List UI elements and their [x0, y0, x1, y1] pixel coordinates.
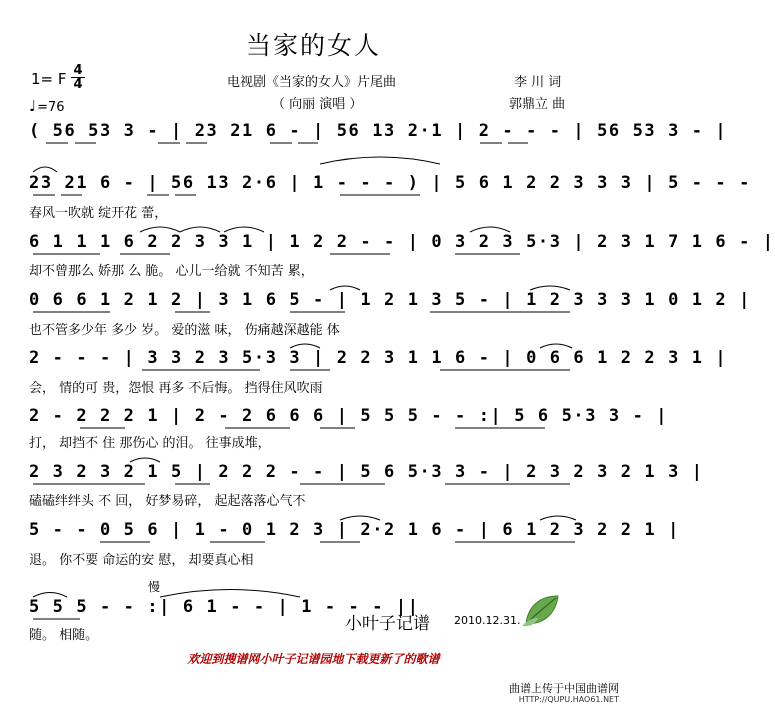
- lyric-line-3: 却不曾那么 娇那 么 脆。 心儿一给就 不知苦 累，: [29, 264, 314, 279]
- subtitle: 电视剧《当家的女人》片尾曲: [227, 75, 397, 90]
- score-line-1: ( 56 53 3 - | 23 21 6 - | 56 13 2·1 | 2 - - - | 56 53 3 - |: [29, 121, 728, 141]
- quarter-note-icon: ♩: [29, 97, 37, 115]
- tempo-slow-mark: 慢: [148, 580, 161, 594]
- composer: 郭鼎立 曲: [509, 97, 566, 112]
- score-line-2: 23 21 6 - | 56 13 2·6 | 1 - - - ) | 5 6 1 2 2 3 3 3 | 5 - - -: [29, 173, 751, 193]
- lyric-line-7: 磕磕绊绊头 不 回， 好梦易碎， 起起落落心气不: [29, 494, 306, 509]
- key-signature: 1= F: [31, 70, 67, 88]
- score-line-6: 2 - 2 2 2 1 | 2 - 2 6 6 6 | 5 5 5 - - :| 5 6 5·3 3 - |: [29, 406, 669, 426]
- lyric-line-2: 春风一吹就 绽开花 蕾，: [29, 206, 168, 221]
- score-line-8: 5 - - 0 5 6 | 1 - 0 1 2 3 | 2·2 1 6 - | 6 1 2 3 2 2 1 |: [29, 520, 680, 540]
- performer: （ 向丽 演唱 ）: [272, 97, 363, 112]
- lyric-line-9: 随。 相随。: [29, 628, 99, 643]
- score-line-3: 6 1 1 1 6 2 2 3 3 1 | 1 2 2 - - | 0 3 2 3 5·3 | 2 3 1 7 1 6 - |: [29, 232, 775, 252]
- tempo-value: =76: [37, 100, 65, 115]
- lyricist: 李 川 词: [514, 75, 562, 90]
- green-leaf-icon: [522, 592, 562, 628]
- footer-site-url: HTTP://QUPU.HAO61.NET: [518, 695, 619, 704]
- footer-site-name: 曲谱上传于中国曲谱网: [509, 682, 619, 695]
- time-sig-top: 4: [71, 64, 85, 78]
- score-line-5: 2 - - - | 3 3 2 3 5·3 3 | 2 2 3 1 1 6 - | 0 6 6 1 2 2 3 1 |: [29, 348, 728, 368]
- lyric-line-4: 也不管多少年 多少 岁。 爱的滋 味， 伤痛越深越能 体: [29, 323, 340, 338]
- song-title: 当家的女人: [245, 31, 381, 60]
- score-line-9: 5 5 5 - - :| 6 1 - - | 1 - - - ||: [29, 597, 420, 617]
- score-line-7: 2 3 2 3 2 1 5 | 2 2 2 - - | 5 6 5·3 3 - | 2 3 2 3 2 1 3 |: [29, 462, 704, 482]
- lyric-line-5: 会， 情的可 贵，怨恨 再多 不后悔。 挡得住风吹雨: [29, 381, 323, 396]
- transcription-date: 2010.12.31.: [454, 614, 521, 627]
- time-sig-bottom: 4: [73, 77, 83, 92]
- lyric-line-6: 打， 却挡不 住 那伤心 的泪。 往事成堆，: [29, 436, 271, 451]
- welcome-message: 欢迎到搜谱网小叶子记谱园地下载更新了的歌谱: [187, 652, 440, 666]
- transcriber-signature: 小叶子记谱: [345, 614, 430, 634]
- lyric-line-8: 退。 你不要 命运的安 慰， 却要真心相: [29, 553, 254, 568]
- score-line-4: 0 6 6 1 2 1 2 | 3 1 6 5 - | 1 2 1 3 5 - | 1 2 3 3 3 1 0 1 2 |: [29, 290, 751, 310]
